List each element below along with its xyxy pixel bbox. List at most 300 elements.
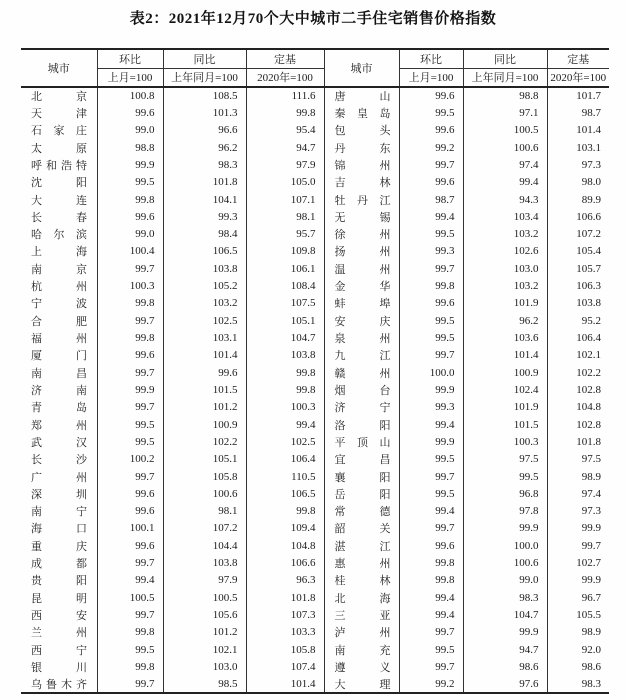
mom-value-right: 98.7	[399, 191, 463, 208]
city-cell-right	[324, 122, 399, 139]
city-cell-right	[324, 624, 399, 641]
city-name: 襄阳	[334, 471, 391, 484]
yoy-value-left: 101.8	[163, 174, 246, 191]
mom-value-right: 99.6	[399, 295, 463, 312]
mom-value-right: 99.2	[399, 139, 463, 156]
page-title: 表2：2021年12月70个大中城市二手住宅销售价格指数	[129, 11, 497, 27]
table-row	[21, 139, 609, 156]
fixed-value-right: 96.7	[581, 591, 601, 604]
city-cell-left	[21, 122, 97, 139]
city-name: 贵阳	[31, 575, 87, 588]
mom-value-left: 99.8	[97, 295, 163, 312]
fixed-value-left: 99.4	[246, 416, 324, 433]
fixed-value-left: 99.8	[246, 503, 324, 520]
yoy-value-right: 97.4	[463, 156, 547, 173]
yoy-value-left: 98.1	[163, 503, 246, 520]
fixed-value-left: 102.5	[246, 433, 324, 450]
mom-value-right: 99.5	[399, 104, 463, 121]
yoy-value-right: 98.8	[463, 87, 547, 104]
city-name: 扬州	[334, 246, 391, 259]
yoy-value-right: 103.2	[463, 226, 547, 243]
price-index-table	[21, 48, 609, 694]
yoy-value-left: 102.1	[163, 641, 246, 658]
city-cell-left	[21, 226, 97, 243]
city-name: 徐州	[334, 229, 391, 242]
city-name: 宁波	[31, 298, 87, 311]
yoy-value-right: 103.0	[463, 260, 547, 277]
yoy-value-right: 103.2	[463, 277, 547, 294]
table-row	[21, 87, 609, 104]
mom-value-left: 99.9	[97, 381, 163, 398]
city-cell-right	[324, 658, 399, 675]
fixed-value-left: 107.5	[246, 295, 324, 312]
yoy-value-left: 101.2	[163, 399, 246, 416]
mom-value-left: 99.8	[97, 658, 163, 675]
yoy-value-left: 98.5	[163, 676, 246, 693]
header-city-left: 城市	[21, 49, 97, 87]
header-fixed-base-left: 2020年=100	[246, 68, 324, 87]
city-name: 吉林	[334, 177, 391, 190]
mom-value-right: 99.7	[399, 347, 463, 364]
yoy-value-right: 96.2	[463, 312, 547, 329]
city-name: 赣州	[334, 367, 391, 380]
mom-value-left: 99.5	[97, 433, 163, 450]
yoy-value-left: 105.8	[163, 468, 246, 485]
table-row	[21, 641, 609, 658]
mom-value-right: 99.5	[399, 312, 463, 329]
city-cell-right	[324, 347, 399, 364]
city-name: 成都	[31, 558, 87, 571]
city-name: 三亚	[334, 610, 391, 623]
fixed-value-left: 107.3	[246, 606, 324, 623]
mom-value-right: 99.6	[399, 174, 463, 191]
mom-value-left: 99.8	[97, 329, 163, 346]
fixed-value-right: 95.2	[581, 314, 601, 327]
yoy-value-right: 100.9	[463, 364, 547, 381]
yoy-value-right: 103.4	[463, 208, 547, 225]
mom-value-right: 99.5	[399, 485, 463, 502]
city-name: 大连	[31, 194, 87, 207]
mom-value-right: 99.9	[399, 381, 463, 398]
city-name: 呼和浩特	[31, 159, 87, 172]
city-cell-right	[324, 485, 399, 502]
city-name: 平顶山	[334, 436, 391, 449]
city-cell-left	[21, 399, 97, 416]
table-body	[21, 87, 609, 693]
city-cell-right	[324, 156, 399, 173]
fixed-value-left: 98.1	[246, 208, 324, 225]
city-name: 泸州	[334, 627, 391, 640]
city-cell-left	[21, 572, 97, 589]
city-name: 长春	[31, 211, 87, 224]
header-fixed-base-right: 2020年=100	[547, 68, 609, 87]
header-fixed-right: 定基	[547, 49, 609, 68]
city-name: 温州	[334, 263, 391, 276]
city-name: 宜昌	[334, 454, 391, 467]
city-name: 兰州	[31, 627, 87, 640]
mom-value-right: 99.5	[399, 451, 463, 468]
yoy-value-right: 101.4	[463, 347, 547, 364]
city-name: 广州	[31, 471, 87, 484]
yoy-value-right: 100.5	[463, 122, 547, 139]
yoy-value-right: 97.6	[463, 676, 547, 693]
city-cell-right	[324, 451, 399, 468]
city-name: 海口	[31, 523, 87, 536]
yoy-value-right: 100.3	[463, 433, 547, 450]
city-cell-left	[21, 676, 97, 693]
city-cell-left	[21, 641, 97, 658]
city-cell-right	[324, 641, 399, 658]
fixed-value-right: 97.3	[581, 158, 601, 171]
mom-value-right: 99.6	[399, 122, 463, 139]
fixed-value-right: 104.8	[576, 401, 601, 414]
city-name: 秦皇岛	[334, 107, 391, 120]
yoy-value-right: 102.6	[463, 243, 547, 260]
fixed-value-left: 107.1	[246, 191, 324, 208]
fixed-value-left: 95.7	[246, 226, 324, 243]
mom-value-left: 99.7	[97, 260, 163, 277]
fixed-value-right: 103.1	[576, 141, 601, 154]
mom-value-right: 99.3	[399, 243, 463, 260]
fixed-value-left: 97.9	[246, 156, 324, 173]
city-name: 哈尔滨	[31, 229, 87, 242]
mom-value-right: 99.4	[399, 503, 463, 520]
city-name: 南充	[334, 644, 391, 657]
fixed-value-left: 101.8	[246, 589, 324, 606]
city-name: 洛阳	[334, 419, 391, 432]
city-cell-right	[324, 295, 399, 312]
city-name: 牡丹江	[334, 194, 391, 207]
header-fixed-left: 定基	[246, 49, 324, 68]
city-cell-left	[21, 139, 97, 156]
fixed-value-left: 104.7	[246, 329, 324, 346]
city-name: 南昌	[31, 367, 87, 380]
city-cell-left	[21, 624, 97, 641]
city-cell-right	[324, 589, 399, 606]
mom-value-right: 99.5	[399, 226, 463, 243]
table-row	[21, 191, 609, 208]
city-cell-left	[21, 295, 97, 312]
fixed-value-left: 96.3	[246, 572, 324, 589]
yoy-value-right: 99.4	[463, 174, 547, 191]
table-row	[21, 503, 609, 520]
city-name: 九江	[334, 350, 391, 363]
mom-value-left: 99.6	[97, 104, 163, 121]
mom-value-right: 99.8	[399, 572, 463, 589]
table-row	[21, 606, 609, 623]
mom-value-left: 99.0	[97, 226, 163, 243]
table-row	[21, 104, 609, 121]
yoy-value-left: 96.2	[163, 139, 246, 156]
yoy-value-right: 99.9	[463, 624, 547, 641]
city-name: 惠州	[334, 558, 391, 571]
mom-value-right: 99.4	[399, 416, 463, 433]
fixed-value-right: 98.6	[581, 660, 601, 673]
yoy-value-right: 104.7	[463, 606, 547, 623]
table-row	[21, 329, 609, 346]
city-name: 南京	[31, 263, 87, 276]
mom-value-right: 99.9	[399, 433, 463, 450]
yoy-value-left: 101.3	[163, 104, 246, 121]
city-cell-left	[21, 364, 97, 381]
fixed-value-right: 102.8	[576, 383, 601, 396]
fixed-value-right: 103.8	[576, 297, 601, 310]
mom-value-left: 100.5	[97, 589, 163, 606]
mom-value-left: 99.5	[97, 174, 163, 191]
yoy-value-left: 100.9	[163, 416, 246, 433]
mom-value-left: 99.8	[97, 624, 163, 641]
fixed-value-left: 103.3	[246, 624, 324, 641]
fixed-value-left: 106.6	[246, 554, 324, 571]
city-cell-right	[324, 277, 399, 294]
yoy-value-left: 103.0	[163, 658, 246, 675]
city-cell-right	[324, 329, 399, 346]
yoy-value-left: 101.4	[163, 347, 246, 364]
fixed-value-right: 97.5	[581, 453, 601, 466]
city-name: 青岛	[31, 402, 87, 415]
city-name: 岳阳	[334, 488, 391, 501]
city-cell-right	[324, 243, 399, 260]
city-name: 济宁	[334, 402, 391, 415]
mom-value-left: 99.0	[97, 122, 163, 139]
fixed-value-left: 94.7	[246, 139, 324, 156]
fixed-value-left: 108.4	[246, 277, 324, 294]
yoy-value-right: 94.3	[463, 191, 547, 208]
yoy-value-left: 99.6	[163, 364, 246, 381]
mom-value-right: 99.6	[399, 87, 463, 104]
table-row	[21, 260, 609, 277]
mom-value-right: 99.4	[399, 606, 463, 623]
city-name: 北海	[334, 592, 391, 605]
city-name: 合肥	[31, 315, 87, 328]
fixed-value-right: 102.1	[576, 349, 601, 362]
city-name: 丹东	[334, 142, 391, 155]
fixed-value-right: 98.9	[581, 626, 601, 639]
yoy-value-right: 94.7	[463, 641, 547, 658]
table-row	[21, 226, 609, 243]
mom-value-left: 99.7	[97, 554, 163, 571]
yoy-value-right: 102.4	[463, 381, 547, 398]
city-cell-right	[324, 554, 399, 571]
mom-value-left: 100.3	[97, 277, 163, 294]
city-name: 唐山	[334, 91, 391, 104]
yoy-value-right: 99.0	[463, 572, 547, 589]
city-name: 石家庄	[31, 125, 87, 138]
table-row	[21, 485, 609, 502]
city-name: 锦州	[334, 159, 391, 172]
city-name: 无锡	[334, 211, 391, 224]
yoy-value-right: 100.0	[463, 537, 547, 554]
price-index-table-wrap	[21, 48, 609, 694]
city-name: 济南	[31, 384, 87, 397]
mom-value-left: 100.2	[97, 451, 163, 468]
fixed-value-left: 99.8	[246, 381, 324, 398]
city-name: 乌鲁木齐	[31, 678, 87, 691]
yoy-value-right: 100.6	[463, 139, 547, 156]
city-cell-left	[21, 347, 97, 364]
mom-value-left: 99.7	[97, 364, 163, 381]
mom-value-left: 99.8	[97, 191, 163, 208]
mom-value-right: 99.7	[399, 156, 463, 173]
mom-value-left: 98.8	[97, 139, 163, 156]
city-cell-left	[21, 104, 97, 121]
city-name: 上海	[31, 246, 87, 259]
yoy-value-left: 103.8	[163, 260, 246, 277]
yoy-value-left: 96.6	[163, 122, 246, 139]
city-name: 西安	[31, 610, 87, 623]
fixed-value-left: 109.8	[246, 243, 324, 260]
yoy-value-right: 101.9	[463, 295, 547, 312]
fixed-value-right: 98.3	[581, 677, 601, 690]
yoy-value-left: 98.3	[163, 156, 246, 173]
city-cell-left	[21, 156, 97, 173]
fixed-value-right: 99.9	[581, 522, 601, 535]
fixed-value-right: 106.4	[576, 332, 601, 345]
fixed-value-right: 105.7	[576, 262, 601, 275]
fixed-value-right: 98.7	[581, 106, 601, 119]
city-cell-left	[21, 520, 97, 537]
city-cell-left	[21, 277, 97, 294]
fixed-value-left: 109.4	[246, 520, 324, 537]
mom-value-right: 99.5	[399, 329, 463, 346]
yoy-value-right: 97.8	[463, 503, 547, 520]
table-row	[21, 399, 609, 416]
city-name: 沈阳	[31, 177, 87, 190]
fixed-value-left: 111.6	[246, 87, 324, 104]
city-name: 重庆	[31, 540, 87, 553]
yoy-value-left: 105.1	[163, 451, 246, 468]
city-cell-left	[21, 416, 97, 433]
city-name: 泉州	[334, 333, 391, 346]
mom-value-right: 99.7	[399, 624, 463, 641]
table-row	[21, 347, 609, 364]
city-cell-left	[21, 433, 97, 450]
yoy-value-left: 105.6	[163, 606, 246, 623]
table-row	[21, 381, 609, 398]
fixed-value-right: 105.5	[576, 609, 601, 622]
yoy-value-left: 106.5	[163, 243, 246, 260]
fixed-value-left: 99.8	[246, 104, 324, 121]
city-name: 昆明	[31, 592, 87, 605]
city-cell-right	[324, 364, 399, 381]
table-row	[21, 156, 609, 173]
city-name: 湛江	[334, 540, 391, 553]
city-name: 长沙	[31, 454, 87, 467]
city-name: 银川	[31, 661, 87, 674]
mom-value-left: 99.5	[97, 416, 163, 433]
table-row	[21, 589, 609, 606]
fixed-value-right: 101.7	[576, 90, 601, 103]
fixed-value-right: 107.2	[576, 228, 601, 241]
city-cell-right	[324, 208, 399, 225]
yoy-value-left: 101.5	[163, 381, 246, 398]
city-cell-left	[21, 208, 97, 225]
fixed-value-right: 98.9	[581, 470, 601, 483]
fixed-value-left: 105.0	[246, 174, 324, 191]
city-cell-right	[324, 433, 399, 450]
yoy-value-left: 101.2	[163, 624, 246, 641]
table-row	[21, 572, 609, 589]
fixed-value-right: 99.7	[581, 539, 601, 552]
yoy-value-left: 100.5	[163, 589, 246, 606]
mom-value-right: 99.3	[399, 399, 463, 416]
city-cell-left	[21, 485, 97, 502]
fixed-value-left: 106.1	[246, 260, 324, 277]
table-row	[21, 243, 609, 260]
table-row	[21, 468, 609, 485]
city-cell-left	[21, 174, 97, 191]
fixed-value-left: 110.5	[246, 468, 324, 485]
mom-value-left: 99.6	[97, 208, 163, 225]
yoy-value-left: 104.1	[163, 191, 246, 208]
yoy-value-right: 97.1	[463, 104, 547, 121]
table-row	[21, 676, 609, 693]
table-row	[21, 554, 609, 571]
city-name: 深圳	[31, 488, 87, 501]
city-cell-right	[324, 399, 399, 416]
header-mom-base-right: 上月=100	[399, 68, 463, 87]
fixed-value-left: 104.8	[246, 537, 324, 554]
city-cell-left	[21, 503, 97, 520]
mom-value-left: 99.6	[97, 537, 163, 554]
yoy-value-left: 99.3	[163, 208, 246, 225]
mom-value-left: 99.7	[97, 399, 163, 416]
city-name: 郑州	[31, 419, 87, 432]
fixed-value-right: 98.0	[581, 176, 601, 189]
fixed-value-right: 106.3	[576, 280, 601, 293]
city-name: 北京	[31, 91, 87, 104]
fixed-value-right: 92.0	[581, 643, 601, 656]
city-name: 包头	[334, 125, 391, 138]
city-cell-right	[324, 468, 399, 485]
mom-value-left: 99.7	[97, 468, 163, 485]
city-cell-left	[21, 191, 97, 208]
city-name: 桂林	[334, 575, 391, 588]
city-name: 常德	[334, 506, 391, 519]
mom-value-left: 99.9	[97, 156, 163, 173]
city-name: 天津	[31, 107, 87, 120]
city-cell-right	[324, 104, 399, 121]
yoy-value-left: 100.6	[163, 485, 246, 502]
table-row	[21, 658, 609, 675]
city-cell-left	[21, 451, 97, 468]
city-cell-right	[324, 139, 399, 156]
city-cell-left	[21, 87, 97, 104]
table-row	[21, 174, 609, 191]
table-row	[21, 416, 609, 433]
header-mom-left: 环比	[97, 49, 163, 68]
yoy-value-left: 97.9	[163, 572, 246, 589]
city-name: 安庆	[334, 315, 391, 328]
city-cell-right	[324, 520, 399, 537]
city-cell-right	[324, 381, 399, 398]
city-cell-left	[21, 468, 97, 485]
fixed-value-right: 101.4	[576, 124, 601, 137]
header-yoy-left: 同比	[163, 49, 246, 68]
city-name: 武汉	[31, 436, 87, 449]
city-name: 杭州	[31, 281, 87, 294]
yoy-value-right: 103.6	[463, 329, 547, 346]
table-row	[21, 537, 609, 554]
fixed-value-left: 107.4	[246, 658, 324, 675]
yoy-value-right: 97.5	[463, 451, 547, 468]
city-cell-left	[21, 606, 97, 623]
city-name: 烟台	[334, 384, 391, 397]
city-cell-left	[21, 329, 97, 346]
yoy-value-left: 103.2	[163, 295, 246, 312]
city-cell-right	[324, 503, 399, 520]
fixed-value-left: 105.1	[246, 312, 324, 329]
